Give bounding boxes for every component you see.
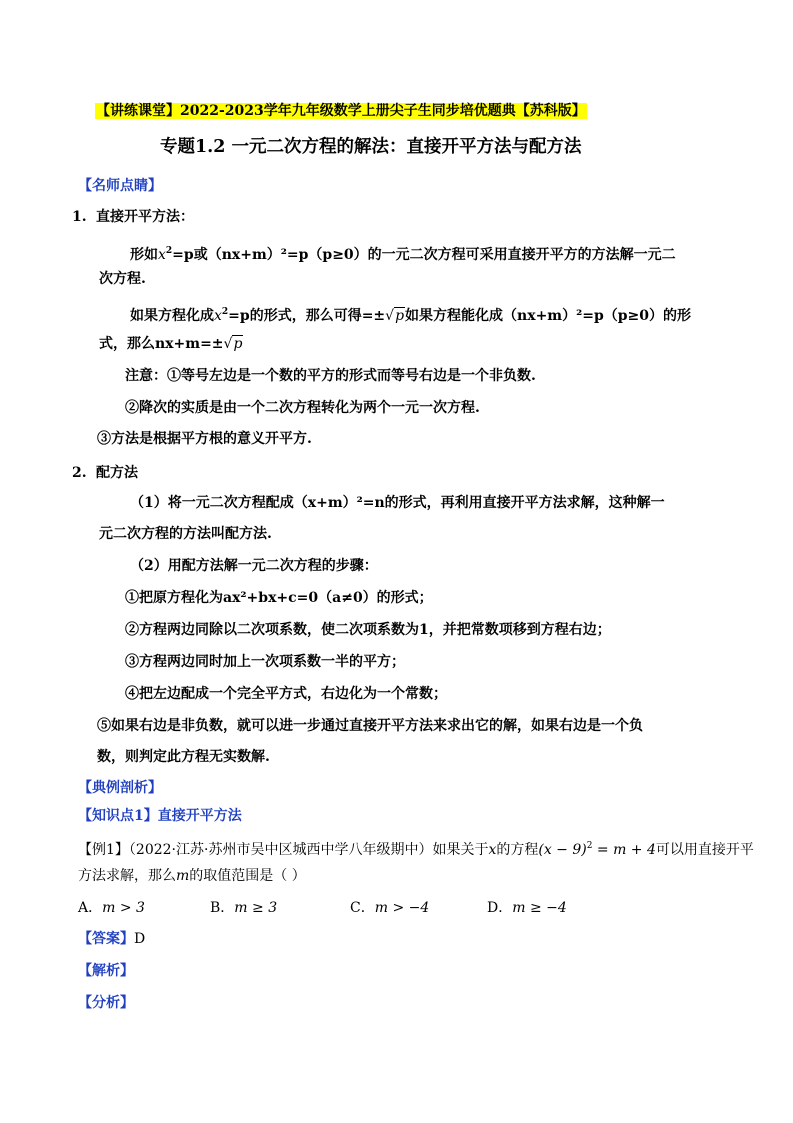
part2-p2: （2）用配方法解一元二次方程的步骤： (130, 558, 378, 574)
example1-line2-var: m (176, 868, 190, 884)
option-a (78, 898, 145, 918)
example1-line2 (78, 866, 306, 886)
option-b-math: m ≥ 3 (234, 900, 278, 916)
option-d-label: D． (487, 900, 513, 916)
example1-line2-b: 的取值范围是（ ） (189, 868, 306, 884)
sqrt-p-2-radicand: p (233, 336, 243, 352)
part1-line1-exp: 2 (165, 246, 173, 256)
part1-note3: ③方法是根据平方根的意义开平方. (97, 431, 312, 447)
sqrt-p-2: √p (223, 336, 243, 352)
option-b (210, 898, 277, 918)
part1-line3 (130, 302, 691, 326)
option-c (350, 898, 429, 918)
part1-line3-a: 如果方程化成 (130, 308, 214, 324)
section-examples-heading: 【典例剖析】 (78, 780, 162, 796)
part1-line1-var: x (158, 247, 166, 263)
option-d-math: m ≥ −4 (512, 900, 567, 916)
part2-p1-a: （1）将一元二次方程配成（x+m）²=n的形式，再利用直接开平方法求解，这种解一 (130, 495, 665, 511)
part2-heading (72, 463, 138, 483)
option-c-label: C． (350, 900, 375, 916)
part1-line2: 次方程. (99, 271, 146, 287)
part2-heading-text: 配方法 (96, 465, 138, 481)
part1-line1-b: =p或（nx+m）²=p（p≥0）的一元二次方程可采用直接开平方的方法解一元二 (172, 247, 676, 263)
part2-number: 2. (72, 465, 87, 481)
sqrt-p-1-radicand: p (395, 308, 405, 324)
part1-note1: 注意：①等号左边是一个数的平方的形式而等号右边是一个非负数. (125, 368, 536, 384)
example1-line2-a: 方法求解，那么 (78, 868, 176, 884)
example1-mid: 的方程 (496, 842, 539, 858)
example1-var-x: x (488, 842, 497, 858)
part1-line1-a: 形如 (130, 247, 158, 263)
sqrt-p-1: √p (385, 308, 405, 324)
answer-label: 【答案】 (78, 931, 134, 947)
example1-label: 【例1】 (78, 842, 129, 858)
fenxi-label: 【分析】 (78, 995, 134, 1011)
part1-line4-a: 式，那么nx+m=± (99, 336, 224, 352)
example1-source: （2022·江苏·苏州市吴中区城西中学八年级期中）如果关于 (128, 842, 489, 858)
part1-line3-var: x (214, 308, 222, 324)
part2-step2: ②方程两边同除以二次项系数，使二次项系数为1，并把常数项移到方程右边； (125, 622, 611, 638)
part2-p1-b: 元二次方程的方法叫配方法. (99, 526, 272, 542)
page-title: 专题1.2 一元二次方程的解法：直接开平方法与配方法 (160, 137, 582, 157)
part1-heading (72, 207, 194, 227)
answer-value: D (134, 931, 146, 947)
banner-line (95, 101, 587, 121)
option-a-label: A． (78, 900, 103, 916)
part1-line1 (130, 241, 676, 265)
part1-line3-b: =p的形式，那么可得=± (228, 308, 386, 324)
part1-note2: ②降次的实质是由一个二次方程转化为两个一元一次方程. (125, 400, 480, 416)
answer-line (78, 929, 145, 949)
example1-tail: 可以用直接开平 (655, 842, 754, 858)
option-d (487, 898, 567, 918)
banner-text: 【讲练课堂】2022-2023学年九年级数学上册尖子生同步培优题典【苏科版】 (96, 103, 586, 119)
part1-line4 (99, 334, 243, 354)
section-tips-heading: 【名师点睛】 (78, 178, 162, 194)
example1-line1 (78, 836, 754, 860)
part2-step4: ④把左边配成一个完全平方式，右边化为一个常数； (125, 686, 447, 702)
option-c-math: m > −4 (374, 900, 430, 916)
analysis-label: 【解析】 (78, 963, 134, 979)
example1-eq-rhs: = m + 4 (592, 842, 656, 858)
part2-step3: ③方程两边同时加上一次项系数一半的平方； (125, 654, 405, 670)
knowledge-point-1: 【知识点1】直接开平方法 (78, 808, 242, 824)
part1-heading-text: 直接开平方法： (96, 209, 194, 225)
option-a-math: m > 3 (102, 900, 145, 916)
part2-step1: ①把原方程化为ax²+bx+c=0（a≠0）的形式； (125, 590, 433, 606)
example1-eq-exp: 2 (586, 841, 593, 851)
part1-line3-c: 如果方程能化成（nx+m）²=p（p≥0）的形 (405, 308, 692, 324)
option-b-label: B． (210, 900, 235, 916)
part2-step5-a: ⑤如果右边是非负数，就可以进一步通过直接开平方法来求出它的解，如果右边是一个负 (97, 718, 643, 734)
part2-step5-b: 数，则判定此方程无实数解. (97, 749, 270, 765)
part1-number: 1. (72, 209, 87, 225)
part1-line3-exp: 2 (221, 307, 229, 317)
example1-eq-lhs: (x − 9) (538, 842, 587, 858)
